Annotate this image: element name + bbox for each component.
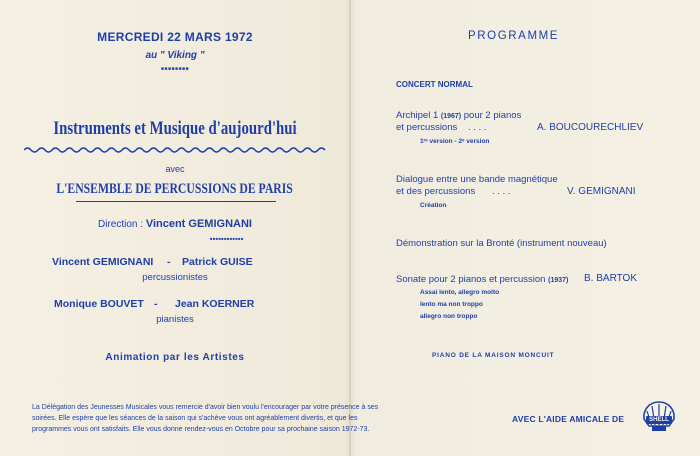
sponsor-text: AVEC L'AIDE AMICALE DE [512,414,625,424]
venue: au " Viking " [145,50,205,61]
percussionist-role: percussionistes [142,272,208,283]
piece-1-composer: A. BOUCOURECHLIEV [537,122,644,133]
piece-4-title: Sonate pour 2 pianos et percussion [396,274,546,285]
piece-1-line-2: et percussions [396,122,458,133]
percussionist-dash: - [167,256,171,268]
piece-4-line [396,274,568,285]
concert-date: MERCREDI 22 MARS 1972 [97,30,253,44]
direction-line [0,218,350,230]
shell-logo [640,398,678,436]
ensemble-name: L'ENSEMBLE DE PERCUSSIONS DE PARIS [56,181,294,197]
piece-4-movement-3: allegro non troppo [420,313,478,320]
footer-line-3: programmes vous ont satisfaits. Elle vous donne rendez-vous en Octobre pour sa prochaine saison 1972-73. [32,426,370,433]
piano-credit: PIANO DE LA MAISON MONCUIT [432,352,555,359]
title-wave-ornament [24,146,326,154]
director-underline: ■■■■■■■■■■■■ [210,236,244,241]
pianist-dash: - [154,298,158,310]
concert-type: CONCERT NORMAL [396,80,473,89]
piece-2-note: Création [420,202,447,209]
pianist-role: pianistes [156,314,194,325]
piece-4-year: (1937) [548,277,569,284]
piece-4-composer: B. BARTOK [584,273,637,284]
animation-note: Animation par les Artistes [105,352,245,363]
main-title-wrap [0,118,350,142]
programme-heading: PROGRAMME [468,30,560,42]
piece-2-line-2: et des percussions [396,186,476,197]
piece-2-composer: V. GEMIGNANI [567,186,636,197]
piece-4-movement-2: lento ma non troppo [420,301,483,308]
director-name: Vincent GEMIGNANI [145,218,252,230]
percussionist-1: Vincent GEMIGNANI [52,256,154,268]
ensemble-wrap [0,180,350,200]
piece-1-instrumentation: pour 2 pianos [463,110,522,121]
piece-4-movement-1: Assai lento, allegro molto [420,289,500,296]
shell-logo-text: SHELL [649,417,669,423]
piece-1-leader-dots: . . . . [468,122,487,133]
venue-underline: ■■■■■■■■ [160,66,190,72]
piece-1-title: Archipel 1 [396,110,439,121]
percussionist-2: Patrick GUISE [182,256,253,268]
pianist-1: Monique BOUVET [54,298,144,310]
piece-3-line: Démonstration sur la Bronté (instrument nouveau) [396,238,607,249]
piece-1-versions: 1ʳᵉ version - 2ᵉ version [420,138,490,145]
ensemble-underline [76,201,276,202]
piece-1-line-1 [396,110,521,121]
piece-1-year: (1967) [440,113,462,120]
piece-2-leader-dots: . . . . [492,186,511,197]
avec-text: avec [165,164,185,174]
direction-label: Direction : [98,219,144,230]
pianist-2: Jean KOERNER [175,298,255,310]
footer-line-2: soirées. Elle espère que les séances de la saison qui s'achève vous ont agréablement divertis, et que les [32,415,358,422]
main-title: Instruments et Musique d'aujourd'hui [53,118,297,139]
footer-line-1: La Délégation des Jeunesses Musicales vous remercie d'avoir bien voulu l'encourager par votre présence à ses [32,404,379,411]
piece-2-line-1: Dialogue entre une bande magnétique [396,174,558,185]
